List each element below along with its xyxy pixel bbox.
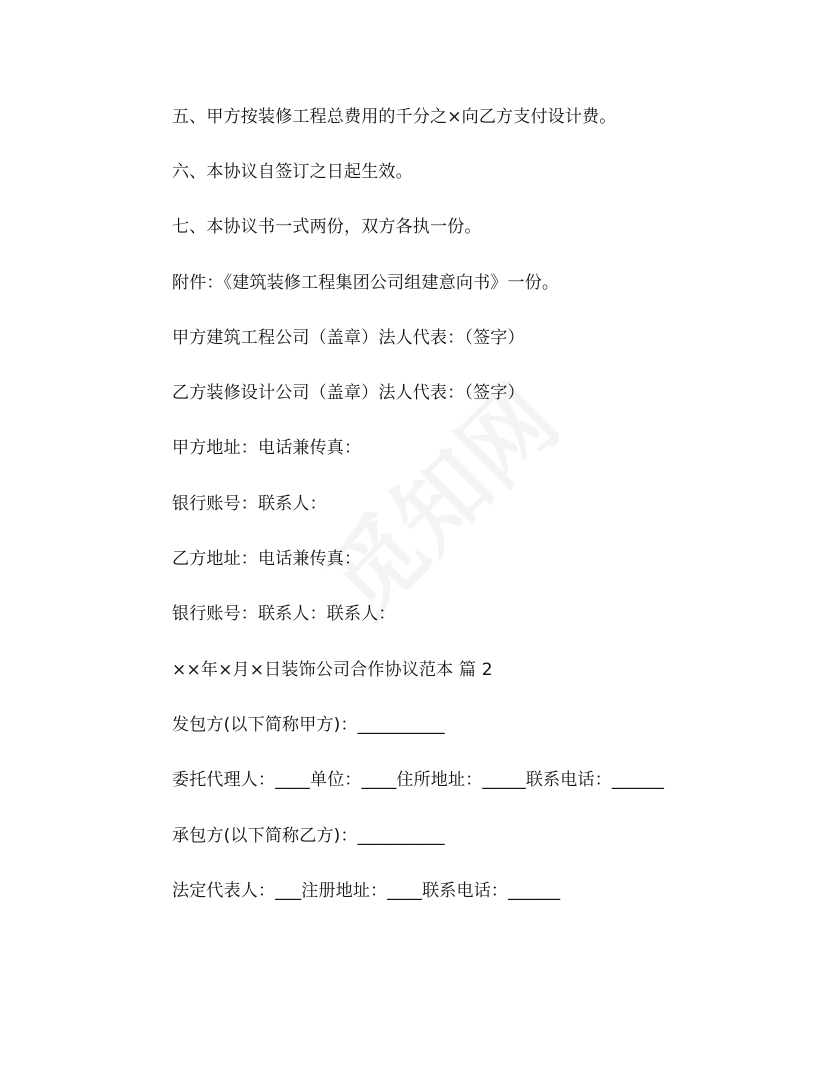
party-b-address-line: 乙方地址：电话兼传真：	[172, 549, 362, 569]
clause-7: 七、本协议书一式两份，双方各执一份。	[172, 217, 482, 237]
legal-representative-line: 法定代表人：___注册地址：____联系电话：______	[172, 881, 561, 901]
party-a-signature-line: 甲方建筑工程公司（盖章）法人代表：（签字）	[172, 328, 525, 348]
section-heading: ××年×月×日装饰公司合作协议范本 篇 2	[172, 660, 493, 680]
party-b-bank-line: 银行账号：联系人：联系人：	[172, 604, 396, 624]
agent-line: 委托代理人：____单位：____住所地址：_____联系电话：______	[172, 770, 665, 790]
contractor-line: 发包方(以下简称甲方)：__________	[172, 715, 445, 735]
attachment-line: 附件：《建筑装修工程集团公司组建意向书》一份。	[172, 273, 560, 293]
party-a-bank-line: 银行账号：联系人：	[172, 494, 327, 514]
clause-5: 五、甲方按装修工程总费用的千分之×向乙方支付设计费。	[172, 107, 617, 127]
contractee-line: 承包方(以下简称乙方)：__________	[172, 826, 445, 846]
party-a-address-line: 甲方地址：电话兼传真：	[172, 438, 362, 458]
clause-6: 六、本协议自签订之日起生效。	[172, 162, 413, 182]
party-b-signature-line: 乙方装修设计公司（盖章）法人代表：（签字）	[172, 383, 525, 403]
